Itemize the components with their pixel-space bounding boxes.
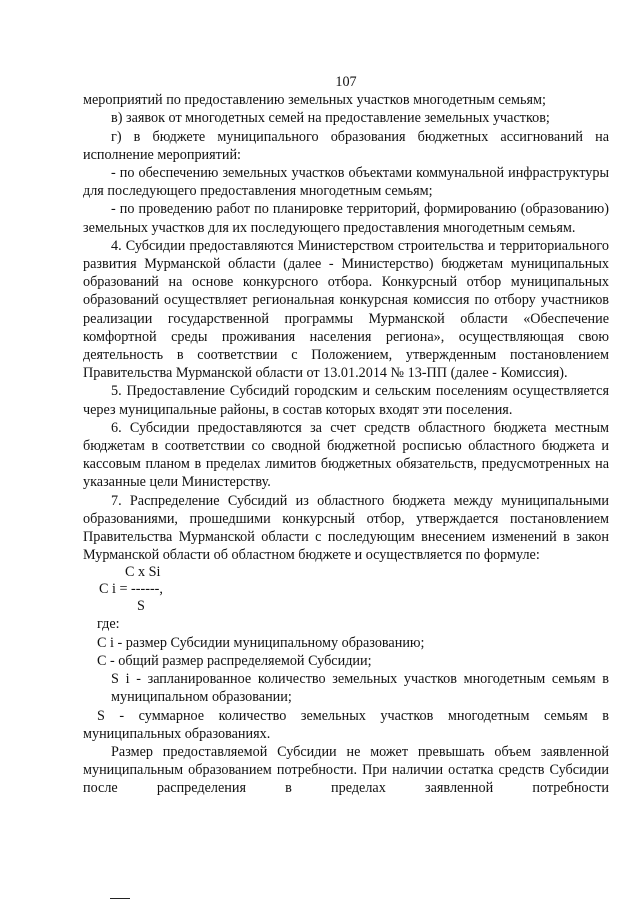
formula-lhs: C i = ------, xyxy=(99,581,163,598)
definitions-intro: где: xyxy=(97,616,120,633)
formula xyxy=(99,564,609,615)
formula-numerator: C x Si xyxy=(125,564,161,581)
document-page xyxy=(83,73,609,798)
scan-mark xyxy=(110,898,130,899)
paragraph: 5. Предоставление Субсидий городским и сельским поселениям осуществляется через муниципальные районы, в состав которых входят эти поселения. xyxy=(83,383,609,418)
paragraph: - по проведению работ по планировке территорий, формированию (образованию) земельных участков для их последующего предоставления многодетным семьям. xyxy=(83,201,609,236)
paragraph: Размер предоставляемой Субсидии не может превышать объем заявленной муниципальным образованием потребности. При наличии остатка средств Субсидии после распределения в пределах заявленной потребности xyxy=(83,743,609,797)
definition-item: S i - запланированное количество земельных участков многодетным семьям в муниципальном образовании; xyxy=(111,671,609,706)
definition-item: S - суммарное количество земельных участков многодетным семьям в муниципальных образованиях. xyxy=(83,707,609,742)
paragraph: в) заявок от многодетных семей на предоставление земельных участков; xyxy=(111,110,550,127)
paragraph: 4. Субсидии предоставляются Министерством строительства и территориального развития Мурманской области (далее - Министерство) бюджетам муниципальных образований на основе конкурсного отбора. Конкурсный отбор муниципальных образований осуществляет региональная конкурсная комиссия по отбору участников реализации государственной программы Мурманской области «Обеспечение комфортной среды проживания населения региона», осуществляющая свою деятельность в соответствии с Положением, утвержденным постановлением Правительства Мурманской области от 13.01.2014 № 13-ПП (далее - Комиссия). xyxy=(83,237,609,382)
definition-item: C i - размер Субсидии муниципальному образованию; xyxy=(97,634,425,651)
paragraph: - по обеспечению земельных участков объектами коммунальной инфраструктуры для последующего предоставления многодетным семьям; xyxy=(83,165,609,200)
definitions xyxy=(83,615,609,742)
paragraph: 7. Распределение Субсидий из областного бюджета между муниципальными образованиями, прошедшими конкурсный отбор, утверждается постановлением Правительства Мурманской области с последующим внесением изменений в закон Мурманской области об областном бюджете и осуществляется по формуле: xyxy=(83,492,609,564)
formula-denominator: S xyxy=(137,598,145,615)
page-number: 107 xyxy=(335,74,357,90)
paragraph: г) в бюджете муниципального образования бюджетных ассигнований на исполнение мероприятий: xyxy=(83,128,609,163)
paragraph: мероприятий по предоставлению земельных участков многодетным семьям; xyxy=(83,92,546,109)
paragraph: 6. Субсидии предоставляются за счет средств областного бюджета местным бюджетам в соответствии со сводной бюджетной росписью областного бюджета и кассовым планом в пределах лимитов бюджетных обязательств, предусмотренных на указанные цели Министерству. xyxy=(83,419,609,491)
definition-item: С - общий размер распределяемой Субсидии; xyxy=(97,652,372,669)
